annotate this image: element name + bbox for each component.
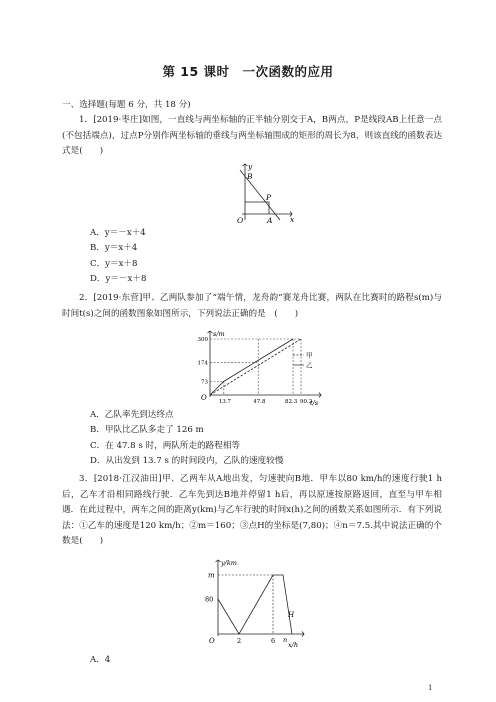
q2-y-axis-label: s/m <box>213 330 225 338</box>
q1-option-d: D．y＝－x＋8 <box>90 274 147 284</box>
q1-O-label: O <box>237 216 244 225</box>
question-1-stem: 1．[2019·枣庄]如图，一直线与两坐标轴的正半轴分别交于A，B两点，P是线段AB上任意一点(不包括端点)，过点P分别作两坐标轴的垂线与两坐标轴围成的矩形的周长为8，则该直线的函数表达式是( ) <box>62 115 442 156</box>
x-tick-label: 47.8 <box>253 399 266 405</box>
series-line-jia <box>210 339 301 395</box>
q2-x-axis-label: t/s <box>310 399 319 407</box>
q3-x-axis-label: x/h <box>288 641 299 648</box>
q2-option-d: D．从出发到 13.7 s 的时间段内，乙队的速度较慢 <box>90 456 284 466</box>
x-tick-label: 82.3 <box>285 399 298 405</box>
q3-tick-6: 6 <box>271 637 276 645</box>
y-tick-label: 73 <box>201 379 208 386</box>
q2-origin-label: O <box>201 394 207 402</box>
q2-chart <box>196 327 326 409</box>
q3-y-axis-label: y/km <box>221 559 237 567</box>
q1-x-label: x <box>290 215 295 224</box>
q3-figure <box>204 554 308 648</box>
series-line-yi <box>210 339 293 395</box>
page-number: 1 <box>428 684 433 692</box>
q3-tick-2: 2 <box>237 637 242 645</box>
question-2-stem: 2．[2019·东营]甲、乙两队参加了“端午情，龙舟韵”赛龙舟比赛，两队在比赛时的路程s(m)与时间t(s)之间的函数图象如图所示，下列说法正确的是 ( ) <box>62 293 442 319</box>
q1-A-label: A <box>267 216 273 225</box>
q1-B-label: B <box>247 172 253 181</box>
q1-option-b: B．y＝x＋4 <box>90 243 138 253</box>
legend-label-yi: 乙 <box>306 361 313 370</box>
page-title: 第 15 课时 一次函数的应用 <box>162 64 334 79</box>
q3-H-label: H <box>288 611 295 619</box>
q1-option-c: C．y＝x＋8 <box>90 259 138 269</box>
q1-y-label: y <box>248 162 253 171</box>
q1-P-label: P <box>266 193 272 202</box>
section-heading: 一、选择题(每题 6 分，共 18 分) <box>62 100 191 110</box>
q2-option-b: B．甲队比乙队多走了 126 m <box>90 425 204 435</box>
q3-80-label: 80 <box>205 595 214 604</box>
q2-option-a: A．乙队率先到达终点 <box>90 410 174 420</box>
y-tick-label: 174 <box>197 360 208 367</box>
question-3-stem: 3．[2018·江汉油田]甲、乙两车从A地出发，匀速驶向B地．甲车以80 km/h的速度行驶1 h后，乙车才沿相同路线行驶．乙车先到达B地并停留1 h后，再以原速按原路返回，直至与甲车相遇．在此过程中，两车之间的距离y(km)与乙车行驶的时间x(h)之间的函数关系如图所示．有下列说法：①乙车的速度是120 km/h；②m＝160；③点H的坐标是(7,80)；④n＝7.5.其中说法正确的个数是( ) <box>62 474 442 546</box>
x-tick-label: 13.7 <box>218 399 232 405</box>
q3-option-a: A．4 <box>90 655 111 665</box>
legend-label-jia: 甲 <box>306 351 313 360</box>
x-tick-label: 90.2 <box>300 399 313 405</box>
y-tick-label: 300 <box>197 337 208 343</box>
q1-option-a: A．y＝－x＋4 <box>90 228 146 238</box>
q1-figure <box>228 160 298 226</box>
q3-origin-label: O <box>209 637 215 645</box>
q3-m-label: m <box>208 571 215 580</box>
q2-option-c: C．在 47.8 s 时，两队所走的路程相等 <box>90 441 241 451</box>
q3-n-label: n <box>283 636 288 644</box>
q2-legend <box>293 352 313 370</box>
